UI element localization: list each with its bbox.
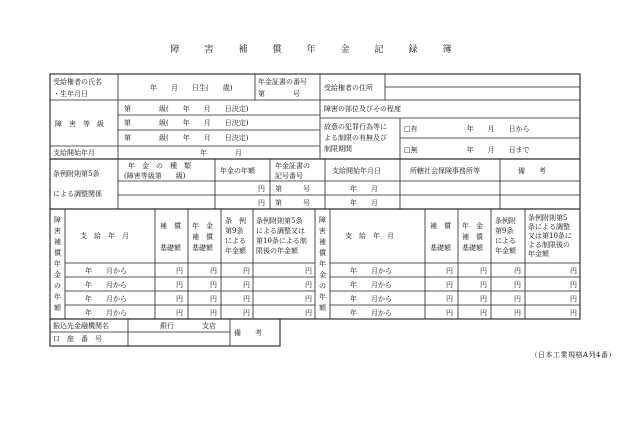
row-yen: 円 <box>176 267 183 275</box>
svg-text:銀行 支店: 銀行 支店 <box>160 322 216 330</box>
svg-text:年金額: 年金額 <box>225 247 246 255</box>
page-title: 障 害 補 償 年 金 記 録 簿 <box>170 45 460 55</box>
svg-text:受給権者の氏名: 受給権者の氏名 <box>53 78 102 86</box>
svg-text:年 月: 年 月 <box>200 149 242 157</box>
svg-text:年金の年額: 年金の年額 <box>220 167 255 175</box>
svg-text:補 償: 補 償 <box>430 222 451 230</box>
svg-text:補 償: 補 償 <box>192 233 213 241</box>
svg-text:年 月 日生( 歳): 年 月 日生( 歳) <box>150 84 233 92</box>
row-period: 年 月から <box>85 309 127 317</box>
svg-text:条例附則第5条: 条例附則第5条 <box>53 170 100 178</box>
row-yen: 円 <box>176 281 183 289</box>
svg-text:償: 償 <box>54 249 61 257</box>
svg-text:第 号: 第 号 <box>275 199 310 207</box>
svg-text:年: 年 <box>319 293 326 301</box>
svg-text:受給権者の住所: 受給権者の住所 <box>324 84 373 92</box>
svg-text:額: 額 <box>54 304 61 312</box>
row-yen: 円 <box>210 295 217 303</box>
svg-text:による: による <box>495 237 516 245</box>
footer-note: （日本工業規格A列4番） <box>530 351 616 359</box>
svg-text:年金証書の番号: 年金証書の番号 <box>258 78 307 86</box>
row-yen: 円 <box>480 295 487 303</box>
row-period: 年 月から <box>350 309 392 317</box>
svg-text:第9条: 第9条 <box>495 227 514 235</box>
annual-rows <box>85 266 577 317</box>
svg-text:年: 年 <box>319 260 326 268</box>
svg-text:口 座 番 号: 口 座 番 号 <box>53 335 102 343</box>
svg-text:年: 年 <box>54 293 61 301</box>
row-yen: 円 <box>210 309 217 317</box>
row-yen: 円 <box>176 295 183 303</box>
row-yen: 円 <box>305 267 312 275</box>
svg-text:第 級( 年 月 日決定): 第 級( 年 月 日決定) <box>124 105 249 113</box>
svg-text:基礎額: 基礎額 <box>192 244 213 252</box>
row-yen: 円 <box>480 267 487 275</box>
row-yen: 円 <box>514 281 521 289</box>
row-yen: 円 <box>570 295 577 303</box>
svg-text:金: 金 <box>54 271 61 279</box>
svg-text:基礎額: 基礎額 <box>462 244 483 252</box>
svg-text:額: 額 <box>319 304 326 312</box>
svg-text:年 月: 年 月 <box>350 199 378 207</box>
svg-text:よる制限の有無及び: よる制限の有無及び <box>324 134 387 142</box>
svg-text:支給開始年月日: 支給開始年月日 <box>332 167 381 175</box>
svg-text:障 害 等 級: 障 害 等 級 <box>55 120 104 128</box>
svg-text:補 償: 補 償 <box>160 222 181 230</box>
svg-text:第9条: 第9条 <box>225 227 244 235</box>
svg-text:による調整又は: による調整又は <box>256 227 305 235</box>
row-yen: 円 <box>176 309 183 317</box>
svg-text:所轄社会保険事務所等: 所轄社会保険事務所等 <box>410 167 480 175</box>
svg-text:障: 障 <box>54 216 61 224</box>
row-period: 年 月から <box>350 267 392 275</box>
svg-text:による調整関係: による調整関係 <box>53 190 102 198</box>
svg-text:(障害等級第 級): (障害等級第 級) <box>124 172 186 180</box>
row-yen: 円 <box>514 267 521 275</box>
svg-text:金: 金 <box>319 271 326 279</box>
row-yen: 円 <box>480 309 487 317</box>
svg-text:振込先金融機関名: 振込先金融機関名 <box>53 322 109 330</box>
row-yen: 円 <box>305 295 312 303</box>
svg-text:制限期間: 制限期間 <box>324 145 352 153</box>
row-yen: 円 <box>243 281 250 289</box>
svg-text:・生年月日: ・生年月日 <box>53 90 88 98</box>
svg-text:の: の <box>54 282 61 290</box>
svg-text:補 償: 補 償 <box>462 233 483 241</box>
svg-text:年 月: 年 月 <box>350 185 378 193</box>
row-yen: 円 <box>446 309 453 317</box>
svg-text:補: 補 <box>54 238 61 246</box>
row-yen: 円 <box>305 309 312 317</box>
svg-text:年: 年 <box>54 260 61 268</box>
annual-table <box>50 209 580 319</box>
svg-text:害: 害 <box>319 227 326 235</box>
svg-text:条例附則第5: 条例附則第5 <box>528 214 568 222</box>
svg-text:年 金: 年 金 <box>462 222 483 230</box>
svg-text:円: 円 <box>258 199 265 207</box>
row-yen: 円 <box>446 295 453 303</box>
svg-text:第 級( 年 月 日決定): 第 級( 年 月 日決定) <box>124 134 249 142</box>
svg-text:第 号: 第 号 <box>275 185 310 193</box>
row-yen: 円 <box>243 267 250 275</box>
svg-text:第 級( 年 月 日決定): 第 級( 年 月 日決定) <box>124 119 249 127</box>
row-period: 年 月から <box>350 295 392 303</box>
svg-text:条 例: 条 例 <box>225 217 246 225</box>
svg-text:基礎額: 基礎額 <box>430 244 451 252</box>
svg-text:□有 年 月 日から: □有 年 月 日から <box>404 125 530 133</box>
row-period: 年 月から <box>85 267 127 275</box>
svg-text:条による調整: 条による調整 <box>528 223 570 231</box>
row-yen: 円 <box>570 309 577 317</box>
svg-text:故意の犯罪行為等に: 故意の犯罪行為等に <box>324 123 387 131</box>
svg-text:年金証書の: 年金証書の <box>275 162 310 170</box>
row-yen: 円 <box>305 281 312 289</box>
svg-text:□無 年 月 日まで: □無 年 月 日まで <box>404 146 530 154</box>
svg-text:備 考: 備 考 <box>234 329 262 337</box>
row-yen: 円 <box>210 267 217 275</box>
svg-text:記号番号: 記号番号 <box>275 172 303 180</box>
svg-text:障害の部位及びその程度: 障害の部位及びその程度 <box>324 105 401 113</box>
svg-text:よる制限後の: よる制限後の <box>528 241 570 249</box>
row-period: 年 月から <box>85 295 127 303</box>
svg-text:支給開始年月: 支給開始年月 <box>53 149 95 157</box>
svg-text:支 給 年 月: 支 給 年 月 <box>345 232 394 240</box>
row-yen: 円 <box>243 309 250 317</box>
svg-text:円: 円 <box>258 185 265 193</box>
svg-text:又は第10条に: 又は第10条に <box>528 232 572 240</box>
svg-text:による: による <box>225 237 246 245</box>
svg-text:第10条による制: 第10条による制 <box>256 237 307 245</box>
row-yen: 円 <box>480 281 487 289</box>
row-yen: 円 <box>446 267 453 275</box>
svg-text:年金額: 年金額 <box>495 247 516 255</box>
svg-text:基礎額: 基礎額 <box>160 244 181 252</box>
svg-text:障: 障 <box>319 216 326 224</box>
row-yen: 円 <box>210 281 217 289</box>
svg-text:年 金 の 種 類: 年 金 の 種 類 <box>128 162 191 170</box>
svg-text:補: 補 <box>319 238 326 246</box>
svg-text:の: の <box>319 282 326 290</box>
row-period: 年 月から <box>85 281 127 289</box>
svg-text:条例附則第5条: 条例附則第5条 <box>256 217 303 225</box>
svg-text:年金額: 年金額 <box>528 250 549 258</box>
row-yen: 円 <box>446 281 453 289</box>
row-yen: 円 <box>570 267 577 275</box>
row-yen: 円 <box>514 295 521 303</box>
svg-text:条例附: 条例附 <box>495 217 516 225</box>
row-yen: 円 <box>514 309 521 317</box>
svg-text:償: 償 <box>319 249 326 257</box>
row-period: 年 月から <box>350 281 392 289</box>
svg-text:第 号: 第 号 <box>258 90 300 98</box>
row-yen: 円 <box>570 281 577 289</box>
svg-text:支 給 年 月: 支 給 年 月 <box>80 232 129 240</box>
row-yen: 円 <box>243 295 250 303</box>
svg-text:限後の年金額: 限後の年金額 <box>256 247 298 255</box>
svg-text:備 考: 備 考 <box>518 167 546 175</box>
svg-text:年 金: 年 金 <box>192 222 213 230</box>
svg-text:害: 害 <box>54 227 61 235</box>
